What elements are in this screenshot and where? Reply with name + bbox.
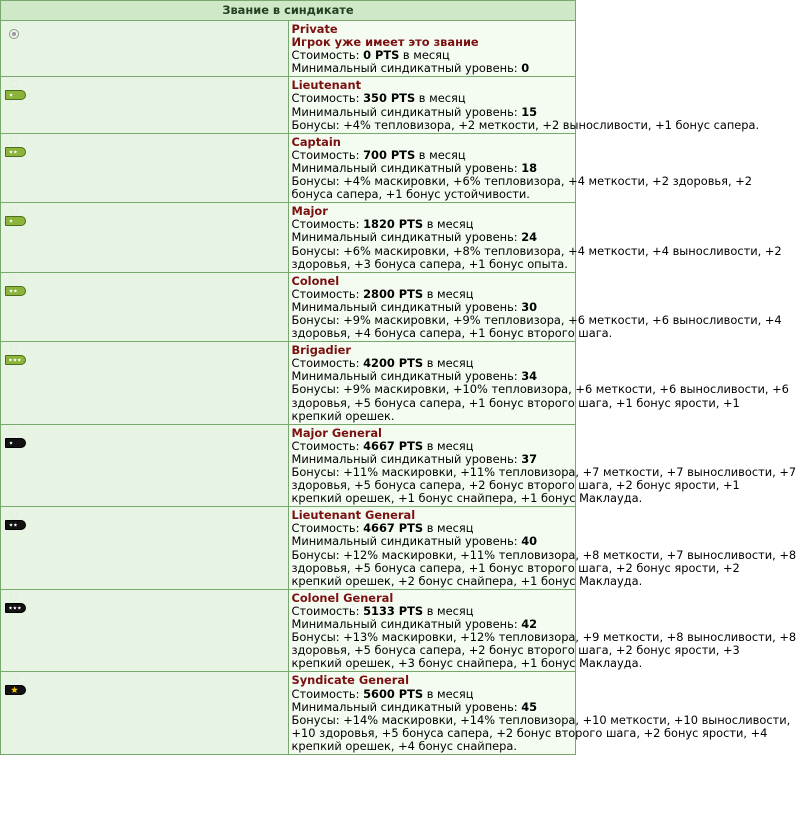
min-level-value: 18 xyxy=(521,160,538,175)
min-level-value: 15 xyxy=(521,104,538,119)
rank-bonus-line xyxy=(291,656,643,671)
black-one-star-insignia-icon xyxy=(5,438,26,448)
bonus-text: здоровья, +4 бонуса сапера, +1 бонус второго шага. xyxy=(291,326,613,341)
cost-label: Стоимость: xyxy=(291,438,364,453)
radio-icon[interactable] xyxy=(9,29,19,39)
bonus-text: крепкий орешек, +2 бонус снайпера, +1 бонус Маклауда. xyxy=(291,573,643,588)
per-month-label: в месяц xyxy=(399,48,450,63)
rank-row xyxy=(1,203,576,272)
rank-name: Captain xyxy=(291,134,341,149)
bonus-text: здоровья, +5 бонуса сапера, +2 бонус второго шага, +2 бонус ярости, +3 xyxy=(291,643,740,658)
rank-min-level xyxy=(292,62,573,75)
radio-placeholder-icon xyxy=(10,345,18,353)
rank-name: Major xyxy=(291,204,328,219)
star-icon xyxy=(13,358,17,361)
min-level-label: Минимальный синдикатный уровень: xyxy=(291,617,522,632)
bonuses-label: Бонусы: xyxy=(291,465,344,479)
bonus-text: +4% маскировки, +6% тепловизора, +4 меткости, +2 здоровья, +2 xyxy=(343,174,753,189)
per-month-label: в месяц xyxy=(415,147,466,162)
star-icon xyxy=(17,358,21,361)
star-icon xyxy=(13,606,17,609)
rank-info-cell xyxy=(288,507,796,590)
bonuses-label: Бонусы: xyxy=(291,382,344,397)
rank-name: Colonel xyxy=(291,273,340,288)
rank-info-cell xyxy=(288,342,789,425)
star-icon xyxy=(11,687,18,694)
cost-value: 5600 PTS xyxy=(363,686,424,701)
cost-label: Стоимость: xyxy=(291,603,364,618)
rank-info-cell xyxy=(288,77,760,133)
cost-value: 1820 PTS xyxy=(363,217,424,232)
rank-name: Lieutenant General xyxy=(291,508,416,523)
bonus-text: +13% маскировки, +12% тепловизора, +9 меткости, +8 выносливости, +8 xyxy=(343,630,796,645)
rank-icon-cell xyxy=(1,77,289,133)
per-month-label: в месяц xyxy=(423,356,474,371)
rank-row xyxy=(1,342,576,425)
cost-value: 350 PTS xyxy=(363,91,416,106)
min-level-value: 42 xyxy=(521,617,538,632)
bonus-text: +10 здоровья, +5 бонуса сапера, +2 бонус второго шага, +2 бонус ярости, +4 xyxy=(291,725,768,740)
rank-row xyxy=(1,424,576,507)
radio-placeholder-icon xyxy=(10,80,18,88)
cost-value: 4667 PTS xyxy=(363,438,424,453)
rank-info-cell xyxy=(288,21,576,77)
min-level-label: Минимальный синдикатный уровень: xyxy=(291,534,522,549)
table-header-row xyxy=(1,1,576,21)
bonus-text: крепкий орешек, +1 бонус снайпера, +1 бонус Маклауда. xyxy=(291,491,643,506)
black-gold-star-insignia-icon xyxy=(5,685,26,695)
bonus-text: +9% маскировки, +10% тепловизора, +6 меткости, +6 выносливости, +6 xyxy=(343,382,789,397)
per-month-label: в месяц xyxy=(423,438,474,453)
green-two-star-insignia-icon xyxy=(5,147,26,157)
rank-bonus-line xyxy=(292,740,573,753)
rank-info-cell xyxy=(288,203,782,272)
rank-bonus-line xyxy=(291,326,613,341)
cost-label: Стоимость: xyxy=(291,217,364,232)
star-icon xyxy=(14,150,18,153)
per-month-label: в месяц xyxy=(423,603,474,618)
cost-value: 4667 PTS xyxy=(363,521,424,536)
rank-status-note: Игрок уже имеет это звание xyxy=(291,35,479,50)
star-icon xyxy=(9,219,13,222)
cost-value: 0 PTS xyxy=(363,48,400,63)
cost-label: Стоимость: xyxy=(291,521,364,536)
radio-placeholder-icon xyxy=(10,510,18,518)
min-level-label: Минимальный синдикатный уровень: xyxy=(291,451,522,466)
bonus-text: +9% маскировки, +9% тепловизора, +6 меткости, +6 выносливости, +4 xyxy=(343,312,782,327)
bonus-text: +12% маскировки, +11% тепловизора, +8 меткости, +7 выносливости, +8 xyxy=(343,547,796,562)
rank-info-cell xyxy=(288,272,782,341)
min-level-value: 45 xyxy=(521,699,538,714)
min-level-label: Минимальный синдикатный уровень: xyxy=(291,160,522,175)
rank-row xyxy=(1,672,576,755)
rank-name: Brigadier xyxy=(291,343,351,358)
star-icon xyxy=(9,358,13,361)
rank-name: Colonel General xyxy=(291,590,394,605)
green-one-star-insignia-icon xyxy=(5,216,26,226)
rank-row xyxy=(1,133,576,202)
min-level-value: 30 xyxy=(521,299,538,314)
radio-placeholder-icon xyxy=(10,428,18,436)
rank-bonus-line xyxy=(292,410,573,423)
bonuses-label: Бонусы: xyxy=(291,712,344,727)
cost-label: Стоимость: xyxy=(291,686,364,701)
radio-placeholder-icon xyxy=(10,675,18,683)
table-title: Звание в синдикате xyxy=(1,1,576,21)
star-icon xyxy=(9,606,13,609)
rank-icon-cell xyxy=(1,272,289,341)
rank-list xyxy=(1,21,796,755)
radio-placeholder-icon xyxy=(10,593,18,601)
rank-bonus-line xyxy=(292,258,573,271)
per-month-label: в месяц xyxy=(423,286,474,301)
cost-label: Стоимость: xyxy=(291,91,364,106)
bonus-text: +14% маскировки, +14% тепловизора, +10 меткости, +10 выносливости, xyxy=(343,712,791,727)
star-icon xyxy=(14,523,18,526)
rank-bonus-line xyxy=(291,491,643,506)
bonus-text: крепкий орешек. xyxy=(291,408,395,423)
min-level-label: Минимальный синдикатный уровень: xyxy=(291,299,522,314)
radio-placeholder-icon xyxy=(10,137,18,145)
min-level-value: 34 xyxy=(521,369,538,384)
rank-bonus-line xyxy=(291,573,643,588)
rank-row xyxy=(1,272,576,341)
black-three-star-insignia-icon xyxy=(5,603,26,613)
rank-icon-cell xyxy=(1,203,289,272)
radio-placeholder-icon xyxy=(10,206,18,214)
bonus-text: крепкий орешек, +3 бонус снайпера, +1 бонус Маклауда. xyxy=(291,656,643,671)
green-two-star-insignia-icon xyxy=(5,286,26,296)
min-level-value: 37 xyxy=(521,451,538,466)
rank-row xyxy=(1,77,576,133)
radio-placeholder-icon xyxy=(10,276,18,284)
bonus-text: здоровья, +5 бонуса сапера, +1 бонус второго шага, +1 бонус ярости, +1 xyxy=(291,395,740,410)
bonuses-label: Бонусы: xyxy=(291,630,344,645)
rank-row xyxy=(1,21,576,77)
rank-icon-cell xyxy=(1,342,289,425)
min-level-label: Минимальный синдикатный уровень: xyxy=(291,699,522,714)
per-month-label: в месяц xyxy=(423,217,474,232)
cost-value: 700 PTS xyxy=(363,147,416,162)
rank-bonus-line xyxy=(292,188,573,201)
green-three-star-insignia-icon xyxy=(5,355,26,365)
bonuses-label: Бонусы: xyxy=(291,547,344,562)
rank-info-cell xyxy=(288,133,753,202)
cost-label: Стоимость: xyxy=(291,356,364,371)
rank-icon-cell xyxy=(1,672,289,755)
bonus-text: +6% маскировки, +8% тепловизора, +4 меткости, +4 выносливости, +2 xyxy=(343,243,782,258)
rank-icon-cell xyxy=(1,133,289,202)
bonuses-label: Бонусы: xyxy=(291,312,344,327)
star-icon xyxy=(9,523,13,526)
bonus-text: крепкий орешек, +4 бонус снайпера. xyxy=(291,738,517,753)
rank-name: Lieutenant xyxy=(291,78,362,93)
star-icon xyxy=(17,606,21,609)
star-icon xyxy=(9,150,13,153)
cost-value: 5133 PTS xyxy=(363,603,424,618)
min-level-value: 24 xyxy=(521,230,538,245)
black-two-star-insignia-icon xyxy=(5,520,26,530)
bonuses-label: Бонусы: xyxy=(291,174,344,189)
rank-info-cell xyxy=(288,424,796,507)
rank-icon-cell xyxy=(1,507,289,590)
rank-icon-cell xyxy=(1,21,289,77)
bonuses-label: Бонусы: xyxy=(291,117,344,132)
cost-label: Стоимость: xyxy=(291,147,364,162)
star-icon xyxy=(9,93,13,96)
star-icon xyxy=(14,289,18,292)
star-icon xyxy=(9,289,13,292)
rank-icon-cell xyxy=(1,424,289,507)
rank-row xyxy=(1,589,576,672)
green-one-star-insignia-icon xyxy=(5,90,26,100)
bonus-text: +11% маскировки, +11% тепловизора, +7 меткости, +7 выносливости, +7 xyxy=(343,465,796,479)
rank-row xyxy=(1,507,576,590)
min-level-label: Минимальный синдикатный уровень: xyxy=(291,104,522,119)
per-month-label: в месяц xyxy=(423,686,474,701)
cost-label: Стоимость: xyxy=(291,286,364,301)
cost-value: 2800 PTS xyxy=(363,286,424,301)
rank-name: Major General xyxy=(291,425,382,440)
per-month-label: в месяц xyxy=(423,521,474,536)
rank-name: Syndicate General xyxy=(291,673,409,688)
min-level-label: Минимальный синдикатный уровень: xyxy=(291,230,522,245)
min-level-value: 40 xyxy=(521,534,538,549)
bonus-text: здоровья, +5 бонуса сапера, +1 бонус второго шага, +2 бонус ярости, +2 xyxy=(291,560,740,575)
rank-icon-cell xyxy=(1,589,289,672)
rank-bonus-line xyxy=(291,117,760,132)
cost-label: Стоимость: xyxy=(291,48,364,63)
bonuses-label: Бонусы: xyxy=(291,243,344,258)
cost-value: 4200 PTS xyxy=(363,356,424,371)
per-month-label: в месяц xyxy=(415,91,466,106)
bonus-text: здоровья, +5 бонуса сапера, +2 бонус второго шага, +2 бонус ярости, +1 xyxy=(291,478,740,493)
min-level-value: 0 xyxy=(521,61,530,76)
bonus-text: здоровья, +3 бонуса сапера, +1 бонус опыта. xyxy=(291,256,568,271)
star-icon xyxy=(9,441,13,444)
min-level-label: Минимальный синдикатный уровень: xyxy=(291,61,522,76)
bonus-text: +4% тепловизора, +2 меткости, +2 выносливости, +1 бонус сапера. xyxy=(343,117,760,132)
rank-info-cell xyxy=(288,672,791,755)
rank-name: Private xyxy=(291,22,338,36)
bonus-text: бонуса сапера, +1 бонус устойчивости. xyxy=(291,187,530,202)
rank-info-cell xyxy=(288,589,796,672)
min-level-label: Минимальный синдикатный уровень: xyxy=(291,369,522,384)
